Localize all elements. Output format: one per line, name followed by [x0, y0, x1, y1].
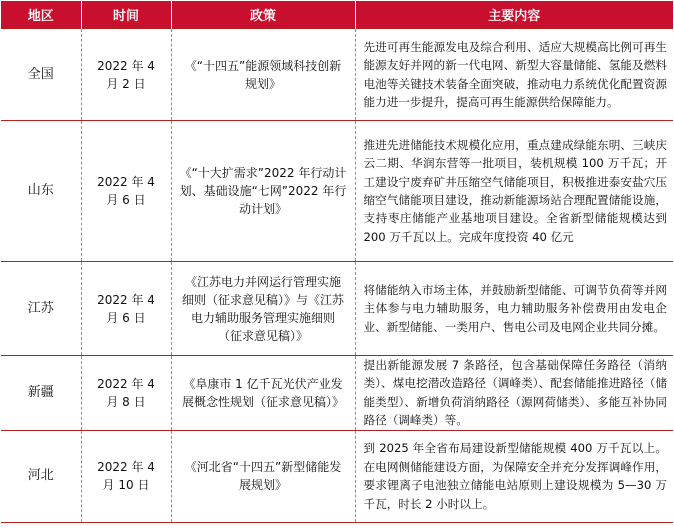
region-cell: 全国 [1, 29, 81, 121]
time-cell: 2022 年 4 月 10 日 [81, 430, 171, 522]
region-cell: 新疆 [1, 356, 81, 431]
policy-cell: 《江苏电力并网运行管理实施细则（征求意见稿）》与《江苏电力辅助服务管理实施细则（征求意见稿）》 [171, 262, 355, 356]
table-row [1, 29, 673, 121]
policy-cell: 《河北省“十四五”新型储能发展规划》 [171, 430, 355, 522]
content-cell: 推进先进储能技术规模化应用，重点建成绿能东明、三峡庆云二期、华润东营等一批项目，装机规模 100 万千瓦；开工建设宁废弃矿井压缩空气储能项目，积极推进泰安盐穴压缩空气储能项目建设，推动新能源场站合理配置储能设施，支持枣庄储能产业基地项目建设。全省新型储能规模达到 200 万千瓦以上。完成年度投资 40 亿元 [355, 121, 673, 262]
header-region: 地区 [1, 1, 81, 29]
region-cell: 山东 [1, 121, 81, 262]
table-row [1, 356, 673, 431]
table-row [1, 262, 673, 356]
header-time: 时间 [81, 1, 171, 29]
table-row [1, 430, 673, 522]
policy-cell: 《“十四五”能源领域科技创新规划》 [171, 29, 355, 121]
time-cell: 2022 年 4 月 6 日 [81, 121, 171, 262]
content-cell: 先进可再生能源发电及综合利用、适应大规模高比例可再生能源友好并网的新一代电网、新型大容量储能、氢能及燃料电池等关键技术装备全面突破，推动电力系统优化配置资源能力进一步提升，提高可再生能源供给保障能力。 [355, 29, 673, 121]
time-cell: 2022 年 4 月 6 日 [81, 262, 171, 356]
policy-table [1, 1, 673, 523]
header-content: 主要内容 [355, 1, 673, 29]
region-cell: 江苏 [1, 262, 81, 356]
header-policy: 政策 [171, 1, 355, 29]
content-cell: 提出新能源发展 7 条路径，包含基础保障任务路径（消纳类）、煤电挖潜改造路径（调峰类）、配套储能推进路径（储能类型）、新增负荷消纳路径（源网荷储类）、多能互补协同路径（调峰类）等。 [355, 356, 673, 431]
policy-cell: 《阜康市 1 亿千瓦光伏产业发展概念性规划（征求意见稿）》 [171, 356, 355, 431]
time-cell: 2022 年 4 月 8 日 [81, 356, 171, 431]
time-cell: 2022 年 4 月 2 日 [81, 29, 171, 121]
content-cell: 到 2025 年全省布局建设新型储能规模 400 万千瓦以上。在电网侧储能建设方面，为保障安全并充分发挥调峰作用，要求锂离子电池独立储能电站原则上建设规模为 5—30 万千瓦，时长 2 小时以上。 [355, 430, 673, 522]
table-row [1, 121, 673, 262]
region-cell: 河北 [1, 430, 81, 522]
content-cell: 将储能纳入市场主体，并鼓励新型储能、可调节负荷等并网主体参与电力辅助服务，电力辅助服务补偿费用由发电企业、新型储能、一类用户、售电公司及电网企业共同分摊。 [355, 262, 673, 356]
header-row [1, 1, 673, 29]
policy-cell: 《“十大扩需求”2022 年行动计划、基础设施“七网”2022 年行动计划》 [171, 121, 355, 262]
